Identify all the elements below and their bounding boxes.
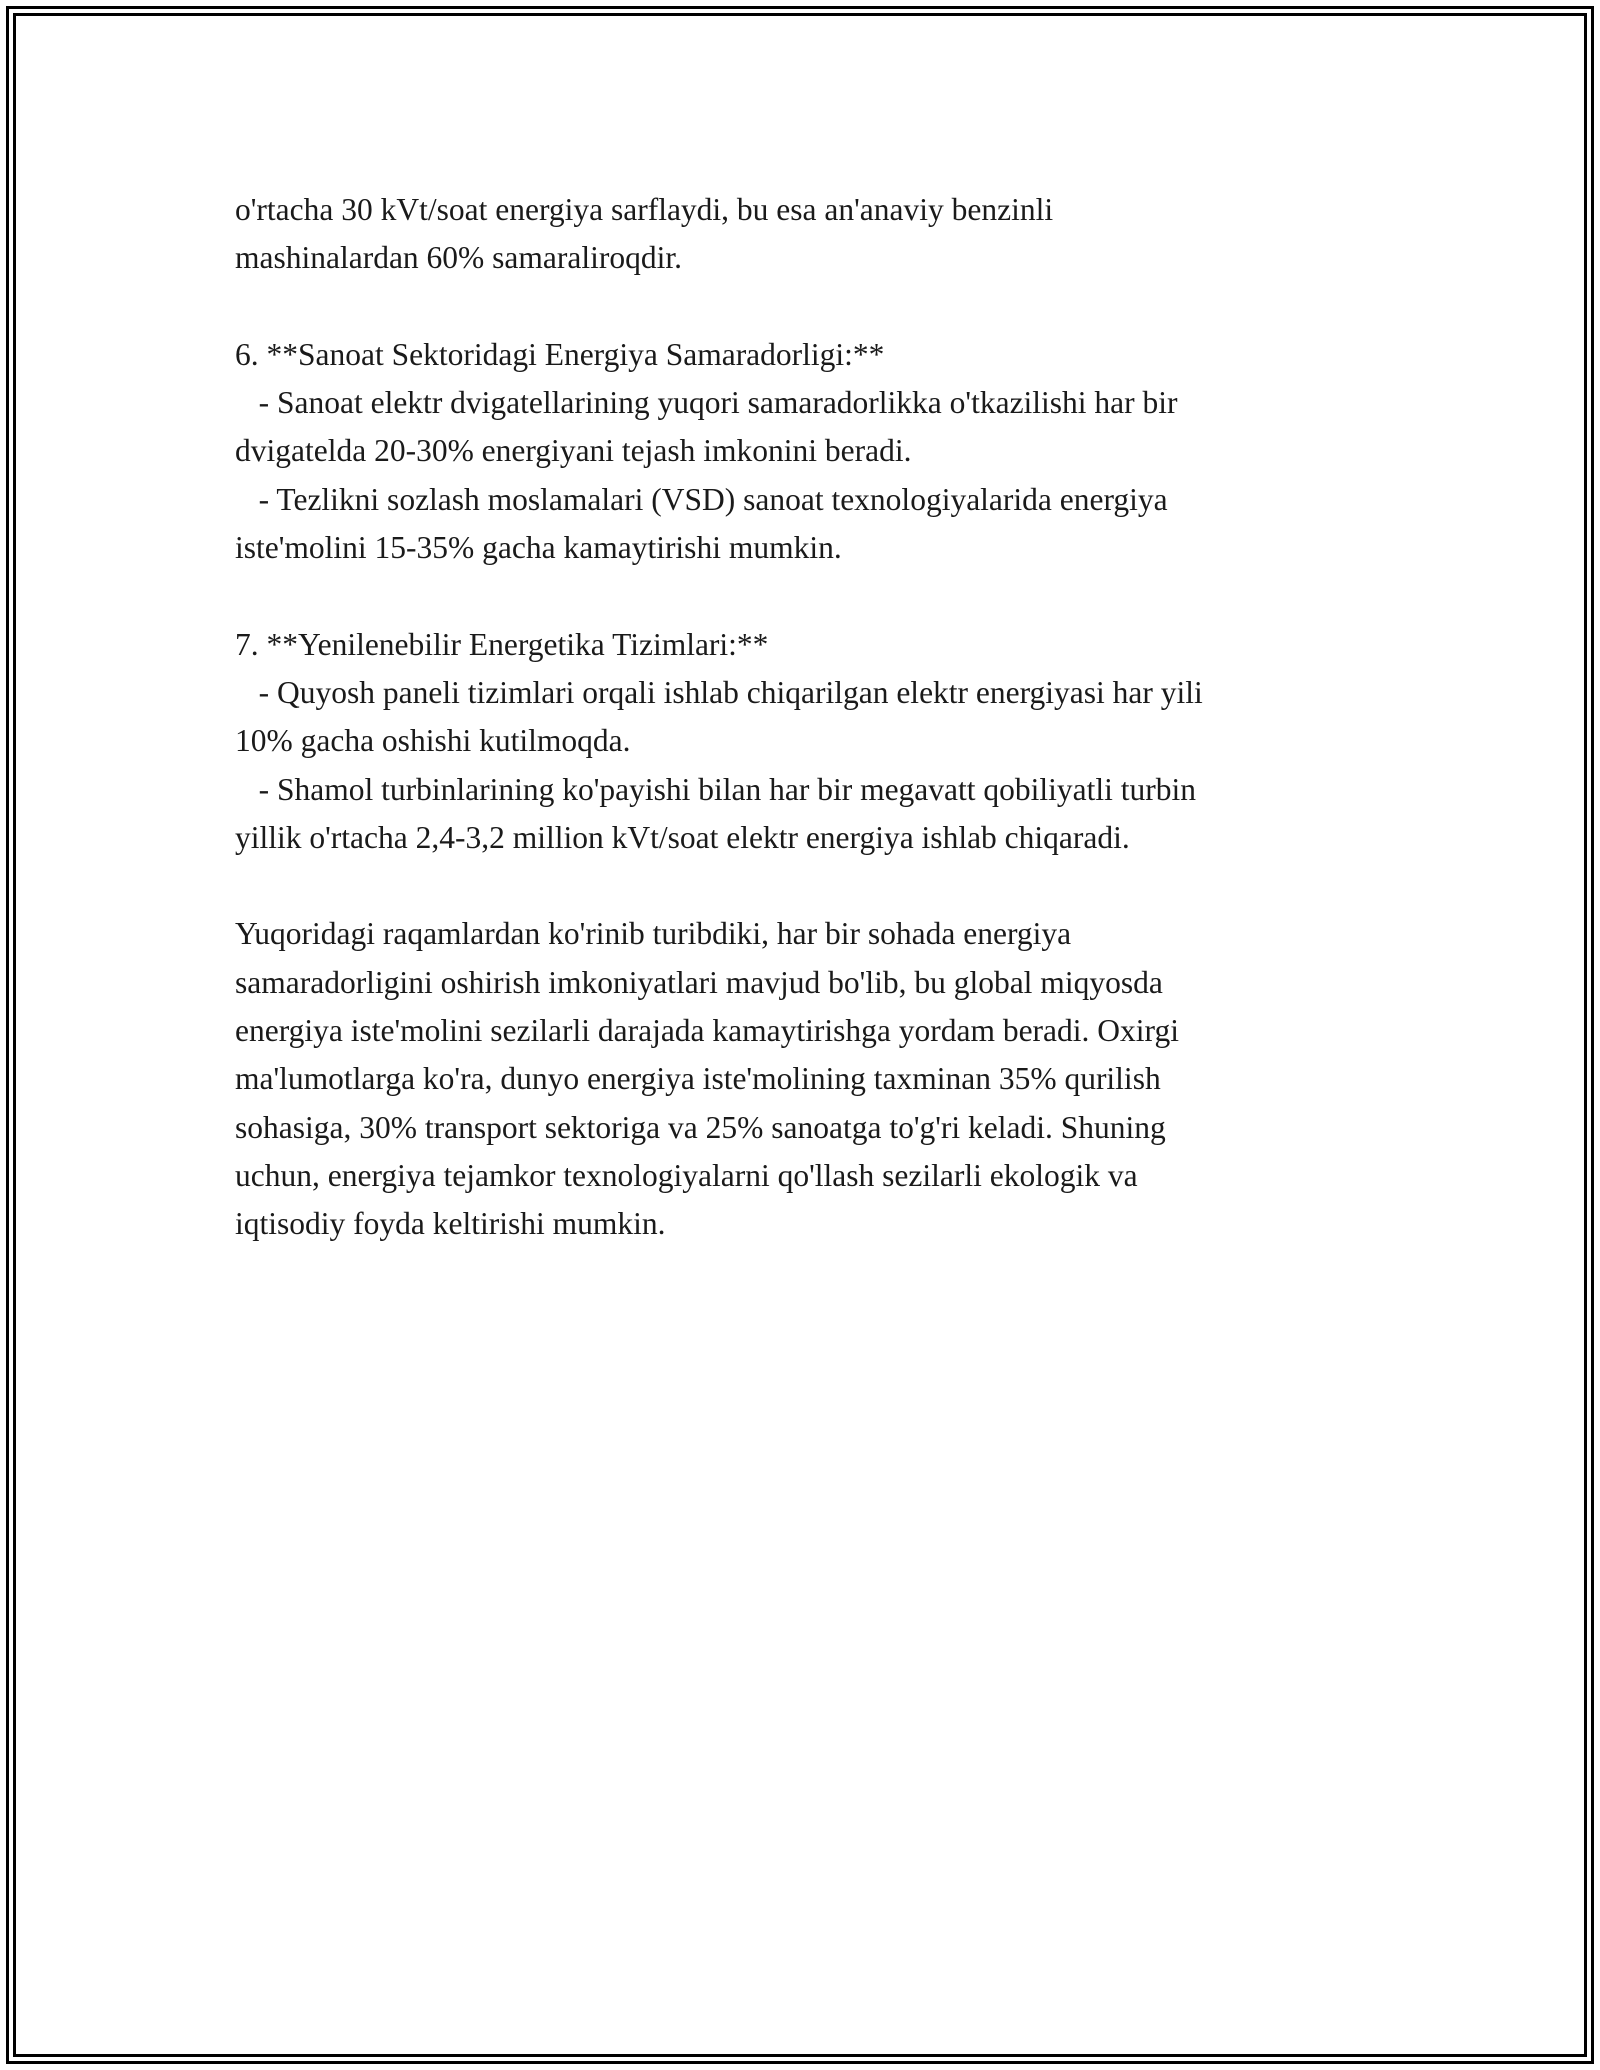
- conclusion-line: Yuqoridagi raqamlardan ko'rinib turibdiki, har bir sohada energiya: [235, 916, 1072, 952]
- section-7-bullet-2-line: - Shamol turbinlarining ko'payishi bilan har bir megavatt qobiliyatli turbin: [235, 771, 1197, 807]
- intro-line: mashinalardan 60% samaraliroqdir.: [235, 240, 682, 276]
- intro-line: o'rtacha 30 kVt/soat energiya sarflaydi, bu esa an'anaviy benzinli: [235, 192, 1054, 227]
- conclusion-line: samaradorligini oshirish imkoniyatlari mavjud bo'lib, bu global miqyosda: [235, 964, 1163, 1000]
- conclusion-line: ma'lumotlarga ko'ra, dunyo energiya iste'molining taxminan 35% qurilish: [235, 1061, 1161, 1097]
- section-6-bullet-2-line: - Tezlikni sozlash moslamalari (VSD) sanoat texnologiyalarida energiya: [235, 481, 1168, 517]
- document-body: [235, 186, 1385, 1249]
- conclusion-line: sohasiga, 30% transport sektoriga va 25% sanoatga to'g'ri keladi. Shuning: [235, 1109, 1166, 1145]
- conclusion-line: iqtisodiy foyda keltirishi mumkin.: [235, 1206, 666, 1242]
- paragraph-gap: [235, 283, 1385, 331]
- paragraph-gap: [235, 862, 1385, 910]
- section-6-heading: 6. **Sanoat Sektoridagi Energiya Samaradorligi:**: [235, 336, 885, 372]
- section-7-bullet-1-line: - Quyosh paneli tizimlari orqali ishlab chiqarilgan elektr energiyasi har yili: [235, 674, 1203, 710]
- section-7-heading: 7. **Yenilenebilir Energetika Tizimlari:**: [235, 626, 769, 662]
- section-7-bullet-1-line: 10% gacha oshishi kutilmoqda.: [235, 723, 631, 759]
- section-6-bullet-2-line: iste'molini 15-35% gacha kamaytirishi mumkin.: [235, 530, 842, 566]
- conclusion-line: energiya iste'molini sezilarli darajada kamaytirishga yordam beradi. Oxirgi: [235, 1013, 1179, 1049]
- paragraph-gap: [235, 572, 1385, 620]
- conclusion-line: uchun, energiya tejamkor texnologiyalarni qo'llash sezilarli ekologik va: [235, 1157, 1138, 1193]
- section-6-bullet-1-line: - Sanoat elektr dvigatellarining yuqori samaradorlikka o'tkazilishi har bir: [235, 385, 1178, 421]
- section-7-bullet-2-line: yillik o'rtacha 2,4-3,2 million kVt/soat elektr energiya ishlab chiqaradi.: [235, 819, 1130, 855]
- section-6-bullet-1-line: dvigatelda 20-30% energiyani tejash imkonini beradi.: [235, 433, 912, 469]
